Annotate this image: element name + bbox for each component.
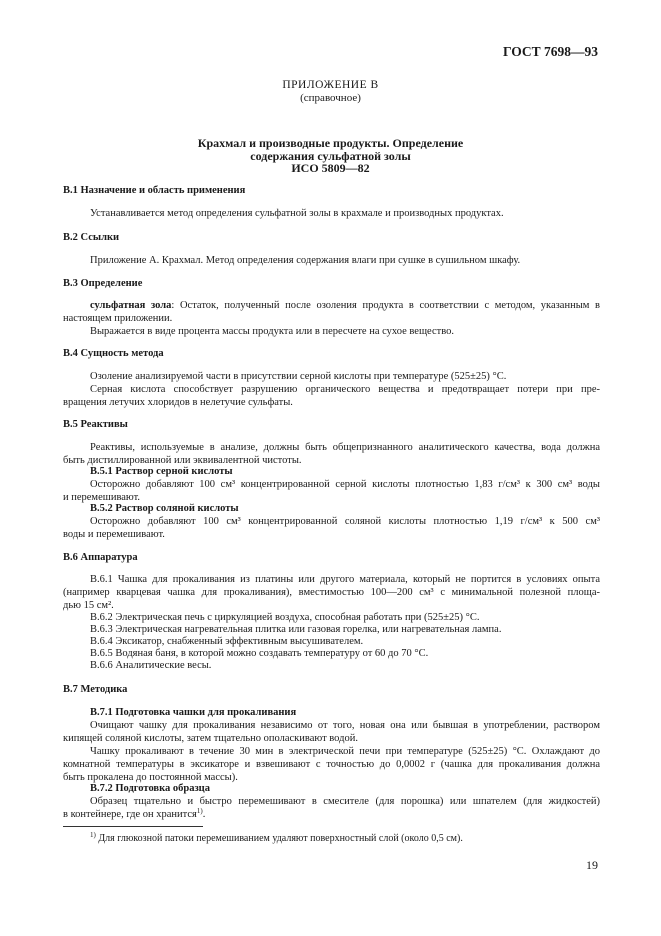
paragraph-b3-line-1: сульфатная зола: Остаток, полученный после озоления продукта в соответствии с методом, указанным в: [90, 300, 601, 311]
paragraph-b7-2-line-1: Образец тщательно и быстро перемешивают в смесителе (для порошка) или шпателем (для жидкостей): [90, 796, 600, 807]
footnote-reference: 1): [196, 807, 203, 815]
paragraph-b4-line-3: вращения летучих хлоридов в нелетучие сульфаты.: [63, 397, 293, 408]
paragraph-b6-4: В.6.4 Эксикатор, снабженный эффективным высушивателем.: [90, 636, 364, 647]
term-sulfate-ash: сульфатная зола: [90, 300, 172, 311]
appendix-label: ПРИЛОЖЕНИЕ В: [282, 79, 379, 91]
heading-b1: В.1 Назначение и область применения: [63, 185, 246, 196]
heading-b7: В.7 Методика: [63, 684, 128, 695]
paragraph-b5-1-line-2: и перемешивают.: [63, 492, 141, 503]
heading-b5-2: В.5.2 Раствор соляной кислоты: [90, 503, 239, 514]
paragraph-b2: Приложение А. Крахмал. Метод определения содержания влаги при сушке в сушильном шкафу.: [90, 255, 521, 266]
paragraph-b5-1-line-1: Осторожно добавляют 100 см³ концентрированной серной кислоты плотностью 1,83 г/см³ к 300 см³ воды: [90, 479, 600, 490]
heading-b4: В.4 Сущность метода: [63, 348, 164, 359]
paragraph-b6-5: В.6.5 Водяная баня, в которой можно создавать температуру от 60 до 70 °С.: [90, 648, 429, 659]
heading-b5: В.5 Реактивы: [63, 419, 128, 430]
paragraph-b1: Устанавливается метод определения сульфатной золы в крахмале и производных продуктах.: [90, 208, 504, 219]
heading-b7-2: В.7.2 Подготовка образца: [90, 783, 210, 794]
heading-b2: В.2 Ссылки: [63, 232, 120, 243]
heading-b7-1: В.7.1 Подготовка чашки для прокаливания: [90, 707, 297, 718]
appendix-type: (справочное): [300, 92, 361, 104]
title-line-1: Крахмал и производные продукты. Определение: [197, 136, 464, 150]
paragraph-b6-3: В.6.3 Электрическая нагревательная плитка или газовая горелка, или нагревательная лампа.: [90, 624, 502, 635]
paragraph-b6-1-line-1: В.6.1 Чашка для прокаливания из платины или другого материала, который не портится в условиях опыта: [90, 574, 600, 585]
paragraph-b6-1-line-2: (например кварцевая чашка для прокаливания), вместимостью 100—200 см³ с минимальной полезной площа-: [63, 587, 600, 598]
paragraph-b5-2-line-2: воды и перемешивают.: [63, 529, 165, 540]
title-line-3: ИСО 5809—82: [291, 161, 370, 175]
paragraph-b6-6: В.6.6 Аналитические весы.: [90, 660, 212, 671]
paragraph-b5-2-line-1: Осторожно добавляют 100 см³ концентрированной соляной кислоты плотностью 1,19 г/см³ к 500 см³: [90, 516, 600, 527]
paragraph-b3-line-2: настоящем приложении.: [63, 313, 173, 324]
paragraph-b7-1-line-5: быть прокалена до постоянной массы).: [63, 772, 238, 783]
section-title: [0, 137, 661, 175]
paragraph-b6-2: В.6.2 Электрическая печь с циркуляцией воздуха, способная работать при (525±25) °С.: [90, 612, 480, 623]
paragraph-b6-1-line-3: дью 15 см².: [63, 600, 114, 611]
document-code: ГОСТ 7698—93: [502, 44, 598, 59]
footnote-rule: [63, 826, 203, 827]
paragraph-b4-line-1: Озоление анализируемой части в присутствии серной кислоты при температуре (525±25) °С.: [90, 371, 507, 382]
paragraph-b4-line-2: Серная кислота способствует разрушению органического вещества и предотвращает потери при пре-: [90, 384, 600, 395]
title-line-2: содержания сульфатной золы: [250, 148, 411, 163]
heading-b5-1: В.5.1 Раствор серной кислоты: [90, 466, 233, 477]
footnote-mark: 1): [90, 831, 96, 839]
paragraph-b7-1-line-3: Чашку прокаливают в течение 30 мин в электрической печи при температуре (525±25) °С. Охлаждают до: [90, 746, 600, 757]
paragraph-b7-1-line-1: Очищают чашку для прокаливания независимо от того, новая она или бывшая в употреблении, раствором: [90, 720, 600, 731]
paragraph-b7-1-line-2: кипящей соляной кислоты, затем тщательно ополаскивают водой.: [63, 733, 358, 744]
paragraph-b5-line-2: быть дистиллированной или эквивалентной чистоты.: [63, 455, 302, 466]
paragraph-b7-1-line-4: комнатной температуры в эксикаторе и взвешивают с точностью до 0,0002 г (чашка для прокаливания должна: [63, 759, 600, 770]
heading-b6: В.6 Аппаратура: [63, 552, 138, 563]
page-number: 19: [586, 858, 598, 872]
heading-b3: В.3 Определение: [63, 278, 143, 289]
paragraph-b5-line-1: Реактивы, используемые в анализе, должны быть общепризнанного аналитического качества, вода должна: [90, 442, 600, 453]
paragraph-b7-2-line-2: в контейнере, где он хранится$^{1)}$.: [63, 807, 206, 820]
footnote: $^{1)}$ Для глюкозной патоки перемешиванием удаляют поверхностный слой (около 0,5 см).: [90, 831, 463, 844]
paragraph-b3-line-3: Выражается в виде процента массы продукта или в пересчете на сухое вещество.: [90, 326, 454, 337]
